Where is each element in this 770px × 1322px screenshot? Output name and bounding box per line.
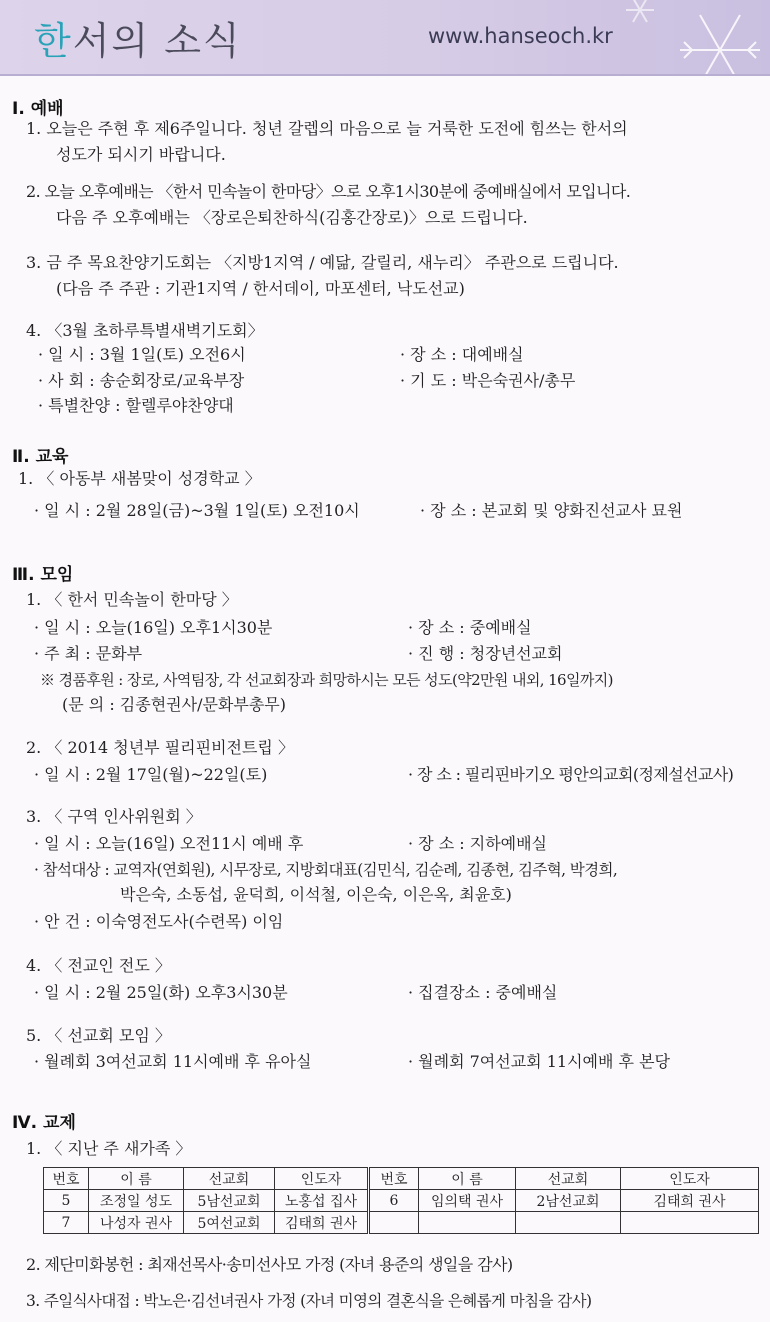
table-cell: 노홍섭 집사 — [275, 1190, 369, 1212]
meeting-3-attendees-b: 박은숙, 소동섭, 윤덕희, 이석철, 이은숙, 이은옥, 최윤호) — [120, 885, 512, 904]
website-url[interactable]: www.hanseoch.kr — [428, 24, 613, 48]
table-cell: 6 — [369, 1190, 419, 1212]
meeting-1-title: 1. 〈 한서 민속놀이 한마당 〉 — [26, 590, 238, 609]
meeting-1-date: · 일 시 : 오늘(16일) 오후1시30분 — [34, 618, 273, 637]
section-fellowship-heading: Ⅳ. 교제 — [12, 1113, 76, 1133]
table-header: 이 름 — [419, 1168, 516, 1190]
table-cell: 5남선교회 — [184, 1190, 275, 1212]
meeting-1-note: ※ 경품후원 : 장로, 사역팀장, 각 선교회장과 희망하시는 모든 성도(약2만원 내외, 16일까지) — [40, 671, 613, 689]
table-cell: 김태희 권사 — [621, 1190, 759, 1212]
meeting-3-date: · 일 시 : 오늘(16일) 오전11시 예배 후 — [34, 834, 304, 853]
worship-item-1a: 1. 오늘은 주현 후 제6주일니다. 청년 갈렙의 마음으로 늘 거룩한 도전에 힘쓰는 한서의 — [26, 119, 628, 138]
table-header: 선교회 — [184, 1168, 275, 1190]
fellowship-item-3: 3. 주일식사대접 : 박노은·김선녀권사 가정 (자녀 미영의 결혼식을 은혜롭게 마침을 감사) — [26, 1292, 592, 1310]
section-education-heading: Ⅱ. 교육 — [12, 447, 69, 467]
table-cell: 나성자 권사 — [89, 1212, 184, 1234]
table-header-row — [44, 1168, 759, 1190]
meeting-4-place: · 집결장소 : 중예배실 — [408, 983, 558, 1002]
dawn-prayer-choir: · 특별찬양 : 할렐루야찬양대 — [38, 396, 234, 415]
table-cell — [621, 1212, 759, 1234]
dawn-prayer-date: · 일 시 : 3월 1일(토) 오전6시 — [38, 345, 246, 364]
header-banner — [0, 0, 770, 76]
title-rest: 서의 소식 — [72, 19, 242, 63]
bible-school-place: · 장 소 : 본교회 및 양화진선교사 묘원 — [420, 501, 683, 520]
table-cell — [369, 1212, 419, 1234]
table-header: 번호 — [369, 1168, 419, 1190]
worship-item-2a: 2. 오늘 오후예배는 〈한서 민속놀이 한마당〉으로 오후1시30분에 중예배실에서 모입니다. — [26, 182, 631, 201]
table-cell: 5 — [44, 1190, 89, 1212]
table-row — [44, 1212, 759, 1234]
fellowship-item-1: 1. 〈 지난 주 새가족 〉 — [26, 1139, 192, 1158]
table-header: 이 름 — [89, 1168, 184, 1190]
table-cell: 7 — [44, 1212, 89, 1234]
worship-item-3a: 3. 금 주 목요찬양기도회는 〈지방1지역 / 예닮, 갈릴리, 새누리〉 주관으로 드립니다. — [26, 253, 619, 272]
meeting-1-progress: · 진 행 : 청장년선교회 — [408, 644, 563, 663]
section-meetings-heading: Ⅲ. 모임 — [12, 565, 74, 585]
meeting-2-place: · 장 소 : 필리핀바기오 평안의교회(정제설선교사) — [408, 765, 734, 784]
meeting-3-title: 3. 〈 구역 인사위원회 〉 — [26, 807, 202, 826]
table-cell: 임의택 권사 — [419, 1190, 516, 1212]
fellowship-item-2: 2. 제단미화봉헌 : 최재선목사·송미선사모 가정 (자녀 용준의 생일을 감사) — [26, 1255, 513, 1274]
meeting-3-agenda: · 안 건 : 이숙영전도사(수련목) 이임 — [34, 912, 284, 931]
table-cell: 5여선교회 — [184, 1212, 275, 1234]
title-first-char: 한 — [34, 19, 73, 63]
page-title — [34, 10, 242, 65]
worship-item-4: 4. 〈3월 초하루특별새벽기도회〉 — [26, 321, 264, 340]
table-cell: 김태희 권사 — [275, 1212, 369, 1234]
worship-item-3b: (다음 주 주관 : 기관1지역 / 한서데이, 마포센터, 낙도선교) — [56, 279, 465, 298]
meeting-1-place: · 장 소 : 중예배실 — [408, 618, 532, 637]
education-item-1: 1. 〈 아동부 새봄맞이 성경학교 〉 — [18, 469, 261, 488]
table-header: 선교회 — [516, 1168, 621, 1190]
table-header: 인도자 — [621, 1168, 759, 1190]
worship-item-2b: 다음 주 오후예배는 〈장로은퇴찬하식(김홍간장로)〉으로 드립니다. — [56, 208, 528, 227]
meeting-3-place: · 장 소 : 지하예배실 — [408, 834, 548, 853]
meeting-2-title: 2. 〈 2014 청년부 필리핀비전트립 〉 — [26, 738, 294, 757]
new-family-table — [43, 1167, 759, 1234]
meeting-1-host: · 주 최 : 문화부 — [34, 644, 143, 663]
snowflake-icon — [580, 0, 770, 74]
meeting-5-a: · 월례회 3여선교회 11시예배 후 유아실 — [34, 1052, 312, 1071]
dawn-prayer-place: · 장 소 : 대예배실 — [400, 345, 524, 364]
table-cell: 2남선교회 — [516, 1190, 621, 1212]
meeting-1-inquiry: (문 의 : 김종현권사/문화부총무) — [62, 695, 286, 714]
table-cell — [516, 1212, 621, 1234]
table-row — [44, 1190, 759, 1212]
dawn-prayer-host: · 사 회 : 송순회장로/교육부장 — [38, 371, 245, 390]
dawn-prayer-prayer: · 기 도 : 박은숙권사/총무 — [400, 371, 576, 390]
section-worship-heading: Ⅰ. 예배 — [12, 99, 64, 119]
meeting-4-date: · 일 시 : 2월 25일(화) 오후3시30분 — [34, 983, 288, 1002]
table-cell — [419, 1212, 516, 1234]
bible-school-date: · 일 시 : 2월 28일(금)~3월 1일(토) 오전10시 — [34, 501, 360, 520]
meeting-4-title: 4. 〈 전교인 전도 〉 — [26, 956, 171, 975]
meeting-5-title: 5. 〈 선교회 모임 〉 — [26, 1026, 171, 1045]
meeting-2-date: · 일 시 : 2월 17일(월)~22일(토) — [34, 765, 268, 784]
worship-item-1b: 성도가 되시기 바랍니다. — [56, 145, 226, 164]
meeting-5-b: · 월례회 7여선교회 11시예배 후 본당 — [408, 1052, 670, 1071]
table-header: 인도자 — [275, 1168, 369, 1190]
meeting-3-attendees-a: · 참석대상 : 교역자(연회원), 시무장로, 지방회대표(김민식, 김순례, 김종현, 김주혁, 박경희, — [34, 861, 618, 879]
table-header: 번호 — [44, 1168, 89, 1190]
table-cell: 조정일 성도 — [89, 1190, 184, 1212]
